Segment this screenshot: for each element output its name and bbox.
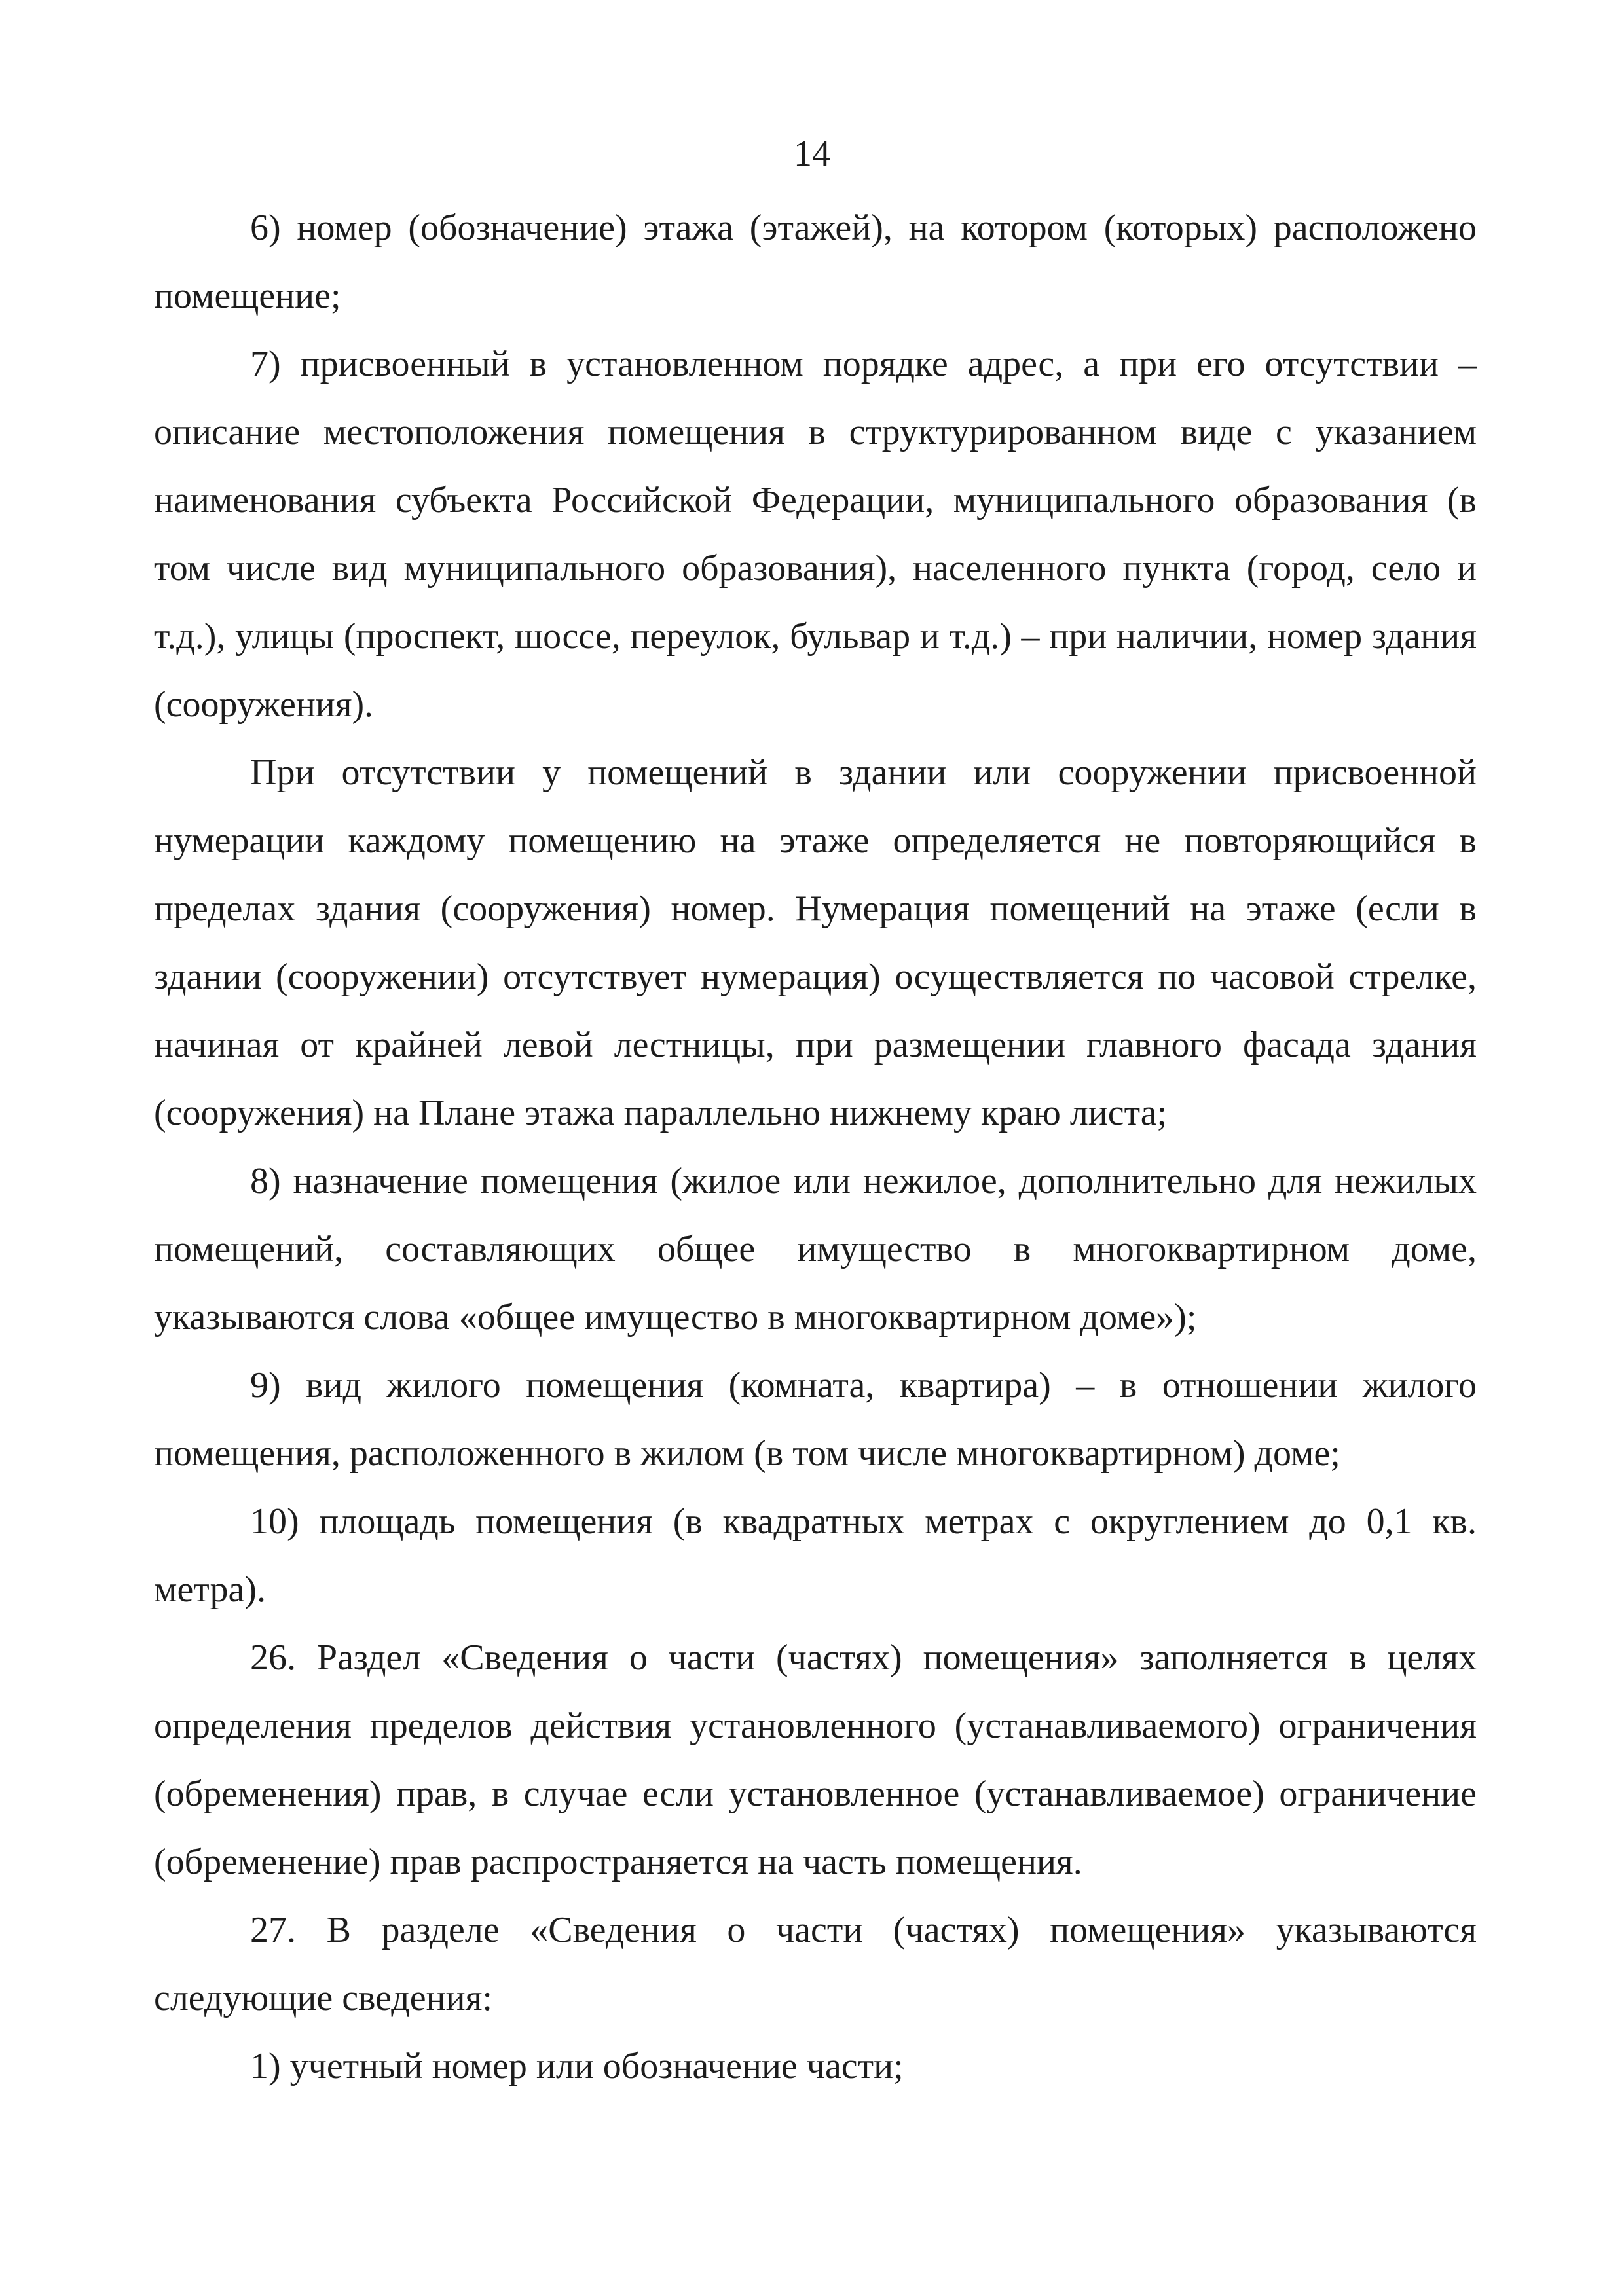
document-body [154,194,1477,2100]
page-number: 14 [794,134,830,174]
paragraph-room-numbering: При отсутствии у помещений в здании или сооружении присвоенной нумерации каждому помещению на этаже определяется не повторяющийся в пределах здания (сооружения) номер. Нумерация помещений на этаже (если в здании (сооружении) отсутствует нумерация) осуществляется по часовой стрелке, начиная от крайней левой лестницы, при размещении главного фасада здания (сооружения) на Плане этажа параллельно нижнему краю листа; [154,752,1477,1133]
paragraph-item-7-address: 7) присвоенный в установленном порядке адрес, а при его отсутствии – описание местоположения помещения в структурированном виде с указанием наименования субъекта Российской Федерации, муниципального образования (в том числе вид муниципального образования), населенного пункта (город, село и т.д.), улицы (проспект, шоссе, переулок, бульвар и т.д.) – при наличии, номер здания (сооружения). [154,344,1477,725]
paragraph-item-10-area: 10) площадь помещения (в квадратных метрах с округлением до 0,1 кв. метра). [154,1501,1477,1610]
paragraph-item-9-residential-type: 9) вид жилого помещения (комната, квартира) – в отношении жилого помещения, расположенного в жилом (в том числе многоквартирном) доме; [154,1365,1477,1474]
paragraph-section-26: 26. Раздел «Сведения о части (частях) помещения» заполняется в целях определения пределов действия установленного (устанавливаемого) ограничения (обременения) прав, в случае если установленное (устанавливаемое) ограничение (обременение) прав распространяется на часть помещения. [154,1637,1477,1882]
paragraph-item-8-purpose: 8) назначение помещения (жилое или нежилое, дополнительно для нежилых помещений, составляющих общее имущество в многоквартирном доме, указываются слова «общее имущество в многоквартирном доме»); [154,1161,1477,1338]
paragraph-item-1-part-number: 1) учетный номер или обозначение части; [250,2046,904,2086]
paragraph-section-27: 27. В разделе «Сведения о части (частях) помещения» указываются следующие сведения: [154,1910,1477,2018]
paragraph-item-6-floor: 6) номер (обозначение) этажа (этажей), на котором (которых) расположено помещение; [154,208,1477,316]
